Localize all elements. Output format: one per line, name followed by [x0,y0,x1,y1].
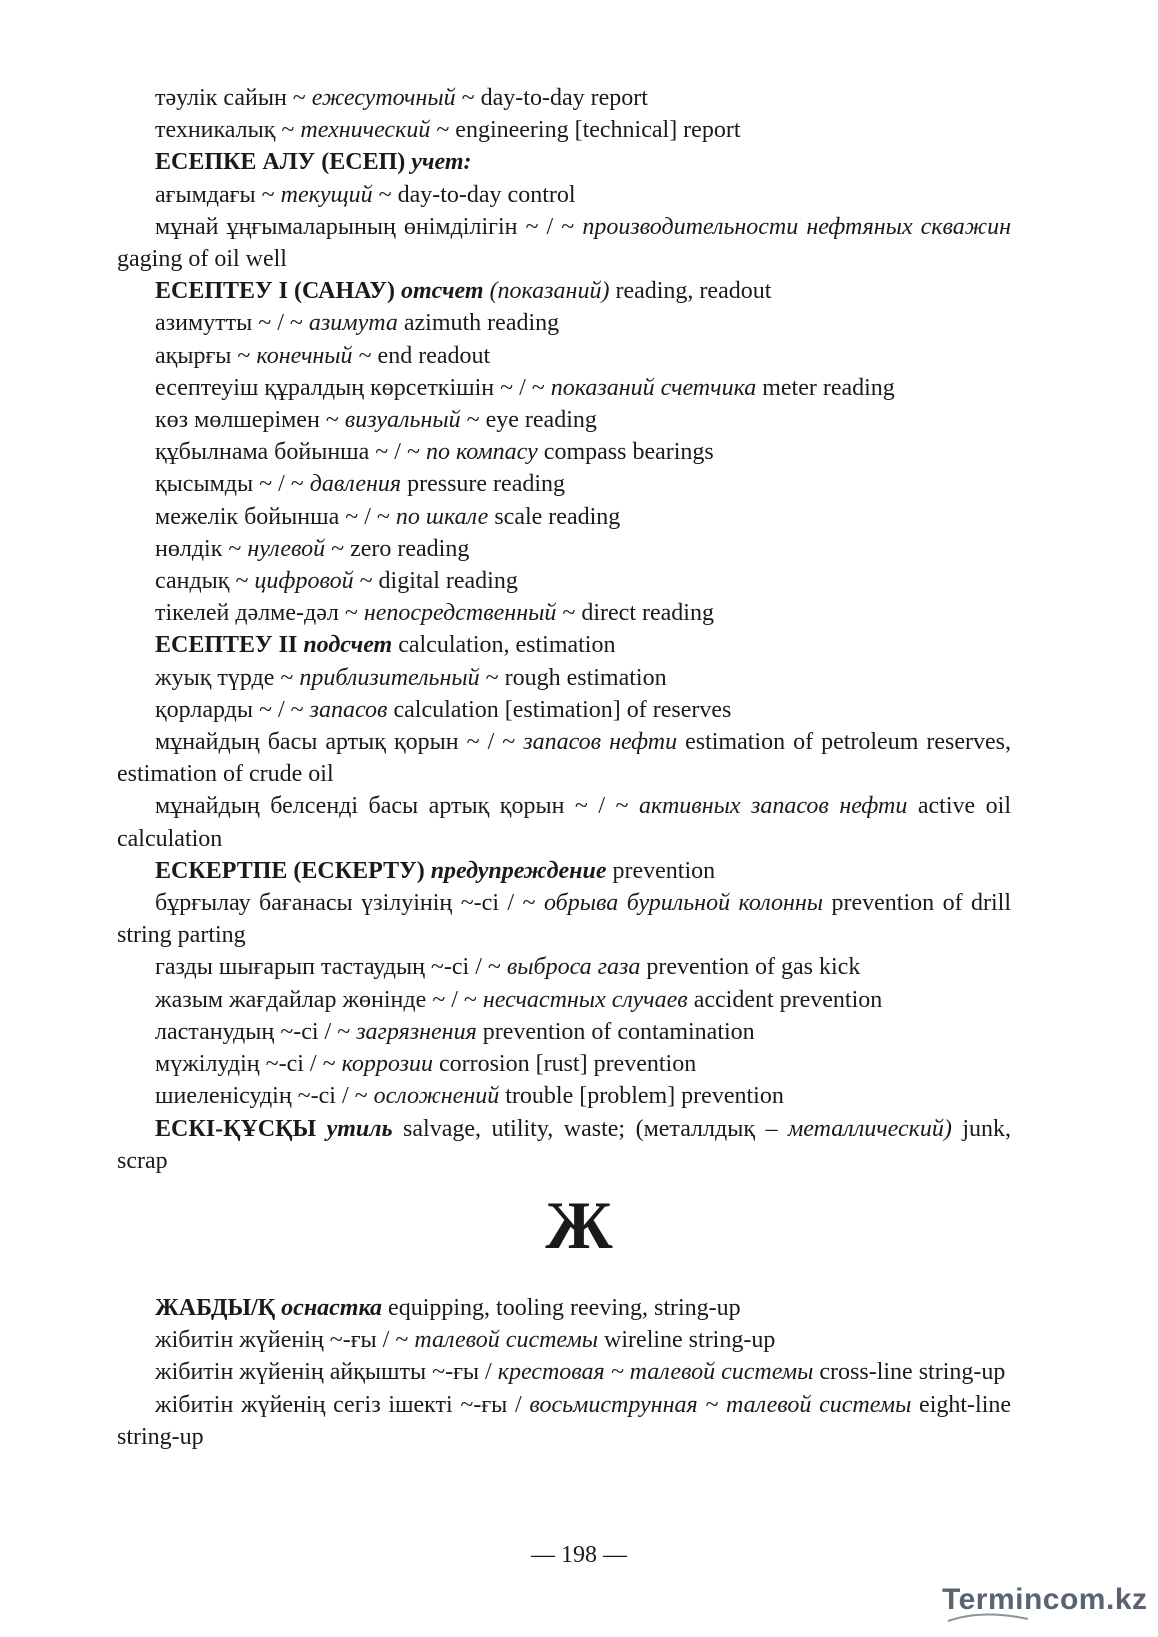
entry-text: тікелей дәлме-дәл ~ [155,600,364,627]
entry-text: gaging of oil well [117,246,287,273]
entry-text: мұнай ұңғымаларының өнімділігін ~ / ~ [155,213,583,240]
entry-text: salvage, utility, waste; (металлдық – [392,1115,788,1142]
entry-text: көз мөлшерімен ~ [155,407,345,434]
entry-term: утиль [326,1115,393,1142]
watermark-text: Termincom.kz [942,1583,1148,1616]
entry-text: мүжілудің ~-сі / ~ [155,1051,342,1078]
dictionary-entry [117,1292,1011,1324]
entry-text: мұнайдың белсенді басы артық қорын ~ / ~ [155,793,640,820]
entry-text: prevention of gas kick [640,954,861,981]
dictionary-entry [117,597,1011,629]
entry-term: загрязнения [356,1018,477,1045]
entry-term: учет: [411,149,472,176]
dictionary-entry [117,211,1011,275]
entry-text: ~ rough estimation [479,664,667,691]
dictionary-entry [117,82,1011,114]
watermark-logo [942,1579,1148,1627]
dictionary-entry [117,984,1011,1016]
entry-term: коррозии [341,1051,433,1078]
entry-text: құбылнама бойынша ~ / ~ [155,439,426,466]
entry-term: азимута [308,310,398,337]
entry-term: крестовая ~ талевой системы [497,1359,814,1386]
entry-text: мұнайдың басы артық қорын ~ / ~ [155,729,524,756]
entry-text: ластанудың ~-сі / ~ [155,1018,357,1045]
entry-term: нулевой [247,535,326,562]
dictionary-entry [117,565,1011,597]
entry-term: приблизительный [299,664,480,691]
entry-term: обрыва бурильной колонны [543,890,824,917]
entry-term: восьмиструнная ~ талевой системы [529,1391,912,1418]
dictionary-entry [117,1080,1011,1112]
entry-term: оснастка [281,1295,383,1321]
entry-term: ЕСЕПТЕУ II [155,632,304,659]
entry-term: предупреждение [430,857,607,884]
entry-term: по компасу [425,439,538,466]
entry-text: ~ digital reading [353,568,518,595]
entry-text: junk, scrap [117,1115,1012,1174]
entry-term: ЕСЕПТЕУ I (САНАУ) [155,278,401,305]
entry-term: ЕСКІ-ҚҰСҚЫ [155,1115,327,1142]
entry-term: активных запасов нефти [639,793,908,820]
entry-term: металлический) [787,1115,952,1142]
dictionary-entry [117,114,1011,146]
entry-term: ЖАБДЫ/Қ [155,1295,282,1321]
entry-text: ағымдағы ~ [155,181,281,208]
entry-text: azimuth reading [397,310,560,337]
entries-block-bottom [117,1292,1011,1453]
dictionary-entry [117,179,1011,211]
entry-term: ЕСКЕРТПЕ (ЕСКЕРТУ) [155,857,431,884]
dictionary-entry [117,307,1011,339]
entry-text: жазым жағдайлар жөнінде ~ / ~ [155,986,483,1013]
entry-text: тәулік сайын ~ [155,85,312,111]
entry-term: производительности нефтяных скважин [582,213,1012,240]
entry-text: жуық түрде ~ [155,664,300,691]
entry-text: calculation, estimation [392,632,616,659]
entry-text: ~ end readout [352,342,491,369]
entry-text: жібитін жүйенің ~-ғы / ~ [155,1327,415,1354]
entry-text: ~ zero reading [325,535,470,562]
entry-term: ежесуточный [311,85,456,111]
entry-text: prevention of contamination [476,1018,755,1045]
entry-term: отсчет [400,278,484,305]
entry-text: pressure reading [401,471,566,498]
entry-term: давления [309,471,402,498]
entry-text: active oil calculation [117,793,1011,852]
entry-text: meter reading [756,374,895,401]
entry-term: выброса газа [506,954,641,981]
dictionary-entry [117,1389,1011,1453]
dictionary-entry [117,1048,1011,1080]
entry-text: compass bearings [537,439,714,466]
entry-text: нөлдік ~ [155,535,248,562]
entry-term: (показаний) [489,278,610,305]
entry-term: технический [300,117,431,144]
entry-text: trouble [problem] prevention [499,1083,784,1110]
entry-term: цифровой [254,568,354,595]
section-letter-heading: Ж [545,1187,613,1263]
entry-text: ~ day-to-day report [455,85,648,111]
entry-text: scale reading [488,503,621,530]
dictionary-entry [117,501,1011,533]
dictionary-entry [117,1016,1011,1048]
entry-text: wireline string-up [598,1327,776,1354]
dictionary-entry [117,533,1011,565]
entry-term: талевой системы [414,1327,599,1354]
entry-term: запасов [309,696,388,723]
entry-text: equipping, tooling reeving, string-up [382,1295,741,1321]
entry-term: непосредственный [363,600,557,627]
entry-term: запасов нефти [523,729,678,756]
dictionary-entry [117,275,1011,307]
entry-text: calculation [estimation] of reserves [387,696,732,723]
dictionary-entry [117,662,1011,694]
dictionary-entry [117,1113,1011,1177]
entry-term: визуальный [344,407,461,434]
dictionary-entry [117,436,1011,468]
entry-text: межелік бойынша ~ / ~ [155,503,396,530]
dictionary-entry [117,855,1011,887]
dictionary-entry [117,404,1011,436]
entry-term: показаний счетчика [550,374,757,401]
entries-block-top [117,82,1011,1177]
entry-term: осложнений [373,1083,500,1110]
entry-text: қорларды ~ / ~ [155,696,310,723]
entry-text: ~ eye reading [460,407,597,434]
entry-term: текущий [280,181,373,208]
entry-text: ~ engineering [technical] report [430,117,741,144]
dictionary-entry [117,951,1011,983]
dictionary-entry [117,372,1011,404]
entry-text: ~ day-to-day control [372,181,576,208]
dictionary-entry [117,1356,1011,1388]
dictionary-entry [117,790,1011,854]
dictionary-entry [117,726,1011,790]
dictionary-entry [117,146,1011,178]
entry-text: жібитін жүйенің айқышты ~-ғы / [155,1359,498,1386]
entry-text: жібитін жүйенің сегіз ішекті ~-ғы / [155,1391,530,1418]
entry-term: подсчет [303,632,393,659]
dictionary-entry [117,468,1011,500]
entry-text: қысымды ~ / ~ [155,471,310,498]
entry-text: ақырғы ~ [155,342,257,369]
entry-term: по шкале [395,503,489,530]
entry-text: ~ direct reading [556,600,714,627]
dictionary-entry [117,340,1011,372]
entry-text: бұрғылау бағанасы үзілуінің ~-сі / ~ [155,890,544,917]
entry-text: estimation of petroleum reserves, estimation of crude oil [117,729,1011,788]
entry-text: eight-line string-up [117,1391,1012,1450]
dictionary-entry [117,887,1011,951]
dictionary-entry [117,1324,1011,1356]
entry-term: ЕСЕПКЕ АЛУ (ЕСЕП) [155,149,412,176]
entry-text: corrosion [rust] prevention [432,1051,697,1078]
entry-text: reading, readout [609,278,772,305]
entry-text: accident prevention [687,986,883,1013]
entry-text: cross-line string-up [813,1359,1006,1386]
entry-text: азимутты ~ / ~ [155,310,309,337]
entry-text: техникалық ~ [155,117,301,144]
entry-text: есептеуіш құралдың көрсеткішін ~ / ~ [155,374,551,401]
entry-text: газды шығарып тастаудың ~-сі / ~ [155,954,507,981]
entry-text: prevention of drill string parting [117,890,1012,949]
entry-text: шиеленісудің ~-сі / ~ [155,1083,374,1110]
dictionary-entry [117,694,1011,726]
page-number: — 198 — [531,1542,627,1568]
entry-term: несчастных случаев [482,986,688,1013]
entry-term: конечный [256,342,353,369]
entry-text: сандық ~ [155,568,255,595]
dictionary-entry [117,629,1011,661]
entry-text: prevention [606,857,716,884]
